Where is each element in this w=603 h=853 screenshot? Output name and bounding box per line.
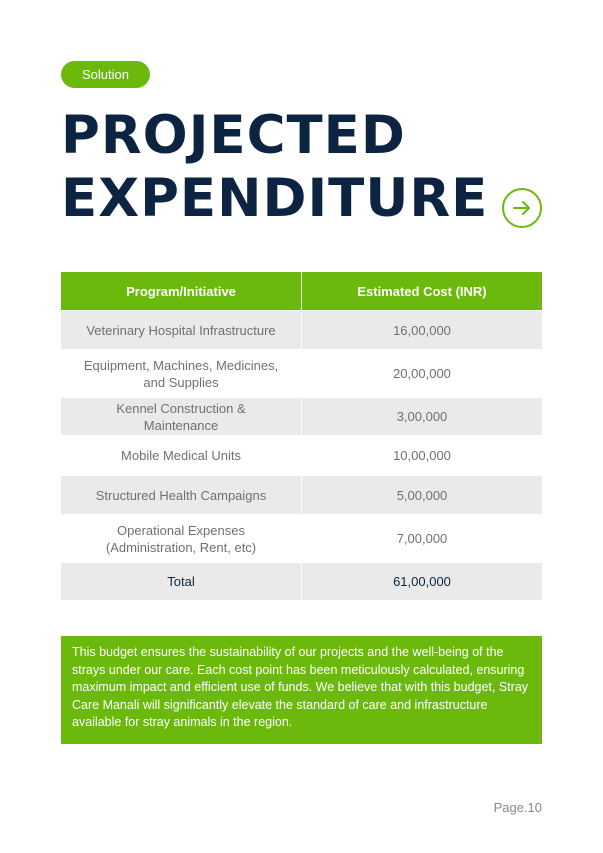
next-page-button[interactable] bbox=[502, 188, 542, 228]
program-cell: Mobile Medical Units bbox=[61, 436, 302, 476]
arrow-right-icon bbox=[512, 200, 532, 216]
cost-cell: 20,00,000 bbox=[302, 350, 543, 398]
table-header-row bbox=[61, 272, 542, 311]
table-row bbox=[61, 398, 542, 436]
title-line-2: EXPENDITURE bbox=[61, 168, 489, 229]
table-row bbox=[61, 436, 542, 476]
total-row bbox=[61, 563, 542, 601]
title-line-1: PROJECTED bbox=[61, 105, 406, 166]
cost-cell: 3,00,000 bbox=[302, 398, 543, 436]
cost-cell: 10,00,000 bbox=[302, 436, 543, 476]
column-header-cost: Estimated Cost (INR) bbox=[302, 272, 543, 311]
cost-cell: 16,00,000 bbox=[302, 311, 543, 350]
program-cell: Operational Expenses (Administration, Rent, etc) bbox=[61, 515, 302, 563]
cost-cell: 5,00,000 bbox=[302, 476, 543, 515]
page-title bbox=[61, 104, 488, 230]
table-row bbox=[61, 350, 542, 398]
total-cost: 61,00,000 bbox=[302, 563, 543, 601]
section-tag: Solution bbox=[61, 61, 150, 88]
page-number: Page.10 bbox=[493, 800, 542, 815]
cost-cell: 7,00,000 bbox=[302, 515, 543, 563]
program-cell: Kennel Construction & Maintenance bbox=[61, 398, 302, 436]
table-row bbox=[61, 476, 542, 515]
expenditure-table bbox=[61, 272, 542, 600]
budget-note: This budget ensures the sustainability of our projects and the well-being of the strays under our care. Each cost point has been meticulously calculated, ensuring maximum impact and efficient use of funds. We believe that with this budget, Stray Care Manali will significantly elevate the standard of care and infrastructure available for stray animals in the region. bbox=[61, 636, 542, 744]
table-row bbox=[61, 311, 542, 350]
table-row bbox=[61, 515, 542, 563]
program-cell: Veterinary Hospital Infrastructure bbox=[61, 311, 302, 350]
column-header-program: Program/Initiative bbox=[61, 272, 302, 311]
program-cell: Equipment, Machines, Medicines, and Supplies bbox=[61, 350, 302, 398]
program-cell: Structured Health Campaigns bbox=[61, 476, 302, 515]
total-label: Total bbox=[61, 563, 302, 601]
